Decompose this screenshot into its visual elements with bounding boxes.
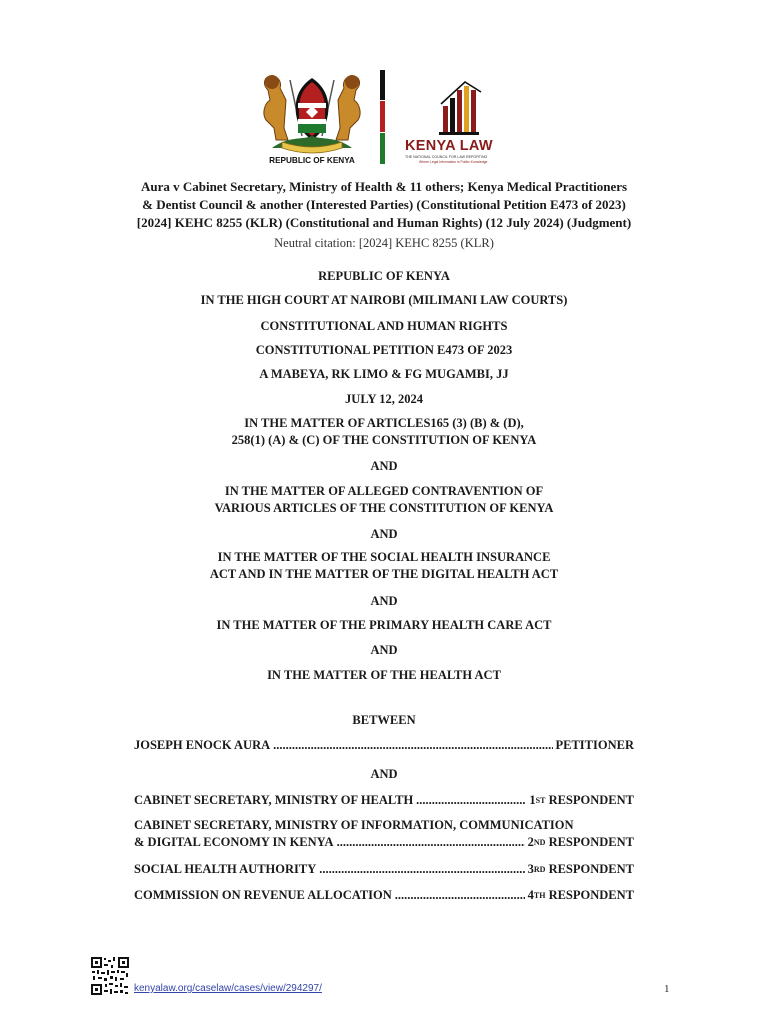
- heading-date: JULY 12, 2024: [345, 392, 423, 406]
- party-name: JOSEPH ENOCK AURA: [134, 738, 271, 752]
- kenya-law-subtitle: THE NATIONAL COUNCIL FOR LAW REPORTING: [405, 155, 488, 159]
- party-role: RESPONDENT: [548, 835, 634, 849]
- flag-divider: [380, 70, 385, 164]
- party-role: RESPONDENT: [548, 793, 634, 807]
- party-name: COMMISSION ON REVENUE ALLOCATION: [134, 888, 392, 902]
- coat-caption: REPUBLIC OF KENYA: [269, 156, 355, 165]
- heading-republic: REPUBLIC OF KENYA: [318, 269, 450, 283]
- heading-line: IN THE MATTER OF ARTICLES165 (3) (B) & (D),: [244, 416, 524, 430]
- party-name: CABINET SECRETARY, MINISTRY OF HEALTH: [134, 793, 414, 807]
- leader-dots: [337, 834, 525, 851]
- heading-and: AND: [370, 643, 398, 657]
- heading-line: 258(1) (A) & (C) OF THE CONSTITUTION OF KENYA: [231, 433, 537, 447]
- kenya-law-logo: [405, 78, 520, 164]
- heading-and: AND: [370, 459, 398, 473]
- heading-matter-articles: [84, 415, 684, 449]
- heading-line: IN THE MATTER OF THE SOCIAL HEALTH INSURANCE: [217, 550, 551, 564]
- heading-division: CONSTITUTIONAL AND HUMAN RIGHTS: [260, 319, 508, 333]
- heading-judges: A MABEYA, RK LIMO & FG MUGAMBI, JJ: [259, 367, 509, 381]
- party-number: 3: [527, 862, 534, 876]
- party-number: 2: [527, 835, 534, 849]
- heading-line: IN THE MATTER OF ALLEGED CONTRAVENTION OF: [224, 484, 544, 498]
- leader-dots: [319, 861, 524, 878]
- case-url-link[interactable]: kenyalaw.org/caselaw/cases/view/294297/: [134, 983, 322, 994]
- kenya-law-tagline: Where Legal Information is Public Knowledge: [419, 160, 488, 164]
- heading-matter-health-acts: [84, 549, 684, 583]
- coat-of-arms-icon: [258, 70, 366, 154]
- case-title-line: [2024] KEHC 8255 (KLR) (Constitutional and Human Rights) (12 July 2024) (Judgment): [136, 215, 632, 230]
- heading-petition-number: CONSTITUTIONAL PETITION E473 OF 2023: [255, 343, 513, 357]
- leader-dots: [395, 887, 525, 904]
- heading-court: IN THE HIGH COURT AT NAIROBI (MILIMANI LAW COURTS): [200, 293, 568, 307]
- party-role: RESPONDENT: [548, 862, 634, 876]
- party-respondent-4: [134, 887, 634, 905]
- party-name: SOCIAL HEALTH AUTHORITY: [134, 862, 317, 876]
- party-name: & DIGITAL ECONOMY IN KENYA: [134, 835, 334, 849]
- party-ordinal: ND: [533, 838, 546, 847]
- party-ordinal: RD: [533, 865, 546, 874]
- heading-and: AND: [370, 527, 398, 541]
- party-respondent-2: [134, 817, 634, 852]
- leader-dots: [416, 792, 526, 809]
- party-number: 4: [527, 888, 534, 902]
- kenya-law-bars-icon: [405, 78, 520, 136]
- party-respondent-3: [134, 861, 634, 879]
- heading-matter-contravention: [84, 483, 684, 517]
- party-role: PETITIONER: [555, 738, 634, 752]
- kenya-law-wordmark: KENYA LAW: [405, 138, 493, 154]
- coat-of-arms-logo: [258, 70, 366, 168]
- case-title: [100, 178, 668, 232]
- party-respondent-1: [134, 792, 634, 810]
- heading-line: ACT AND IN THE MATTER OF THE DIGITAL HEALTH ACT: [209, 567, 559, 581]
- heading-and: AND: [370, 594, 398, 608]
- leader-dots: [273, 737, 552, 754]
- party-ordinal: ST: [535, 796, 546, 805]
- page-number: 1: [664, 983, 670, 995]
- party-ordinal: TH: [533, 891, 546, 900]
- party-role: RESPONDENT: [548, 888, 634, 902]
- heading-between: BETWEEN: [352, 713, 416, 727]
- heading-and: AND: [370, 767, 398, 781]
- heading-matter-primary-care: IN THE MATTER OF THE PRIMARY HEALTH CARE ACT: [216, 618, 552, 632]
- heading-line: VARIOUS ARTICLES OF THE CONSTITUTION OF KENYA: [214, 501, 554, 515]
- party-number: 1: [529, 793, 536, 807]
- qr-code-icon: [90, 956, 130, 996]
- neutral-citation: Neutral citation: [2024] KEHC 8255 (KLR): [274, 236, 494, 250]
- heading-matter-health-act: IN THE MATTER OF THE HEALTH ACT: [267, 668, 501, 682]
- party-name-line: CABINET SECRETARY, MINISTRY OF INFORMATION, COMMUNICATION: [134, 818, 574, 832]
- case-title-line: Aura v Cabinet Secretary, Ministry of Health & 11 others; Kenya Medical Practitioners: [140, 179, 628, 194]
- party-petitioner: [134, 737, 634, 754]
- case-title-line: & Dentist Council & another (Interested Parties) (Constitutional Petition E473 of 2023): [142, 197, 626, 212]
